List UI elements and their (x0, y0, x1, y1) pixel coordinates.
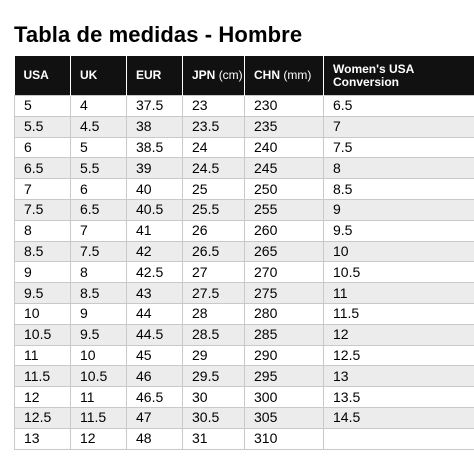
table-cell: 42 (127, 241, 183, 262)
table-cell: 295 (245, 366, 324, 387)
table-cell: 44.5 (127, 324, 183, 345)
table-cell: 13 (324, 366, 474, 387)
table-cell: 6.5 (71, 199, 127, 220)
table-cell: 280 (245, 303, 324, 324)
table-cell: 8 (324, 158, 474, 179)
table-cell: 6.5 (15, 158, 71, 179)
table-cell: 10.5 (15, 324, 71, 345)
table-row (15, 283, 474, 304)
table-cell: 10 (71, 345, 127, 366)
column-header-unit: (cm) (218, 68, 243, 82)
column-header (245, 56, 324, 96)
table-cell: 27 (183, 262, 245, 283)
table-cell: 11.5 (324, 303, 474, 324)
table-cell: 8.5 (15, 241, 71, 262)
table-cell: 6.5 (324, 96, 474, 117)
table-cell: 41 (127, 220, 183, 241)
table-cell: 8 (71, 262, 127, 283)
table-cell: 7.5 (324, 137, 474, 158)
table-body (15, 96, 474, 450)
table-cell: 48 (127, 428, 183, 449)
table-cell: 6 (71, 179, 127, 200)
table-cell: 30 (183, 387, 245, 408)
table-cell: 245 (245, 158, 324, 179)
table-cell: 12 (71, 428, 127, 449)
table-cell: 8.5 (71, 283, 127, 304)
table-cell: 8 (15, 220, 71, 241)
table-header (15, 56, 474, 96)
table-cell: 235 (245, 116, 324, 137)
table-cell: 26.5 (183, 241, 245, 262)
table-cell: 265 (245, 241, 324, 262)
table-cell: 8.5 (324, 179, 474, 200)
table-cell: 13.5 (324, 387, 474, 408)
table-cell: 5.5 (71, 158, 127, 179)
table-row (15, 345, 474, 366)
table-cell: 31 (183, 428, 245, 449)
table-cell: 4 (71, 96, 127, 117)
table-cell: 27.5 (183, 283, 245, 304)
table-row (15, 241, 474, 262)
table-cell: 23 (183, 96, 245, 117)
column-header (15, 56, 71, 96)
table-cell: 10 (15, 303, 71, 324)
table-cell: 38 (127, 116, 183, 137)
table-cell: 260 (245, 220, 324, 241)
table-cell: 12 (324, 324, 474, 345)
table-cell: 12 (15, 387, 71, 408)
table-cell: 11.5 (71, 407, 127, 428)
table-cell: 45 (127, 345, 183, 366)
table-cell: 24.5 (183, 158, 245, 179)
header-row (15, 56, 474, 96)
table-cell: 38.5 (127, 137, 183, 158)
table-row (15, 303, 474, 324)
table-cell: 9.5 (71, 324, 127, 345)
column-header-label: CHN (254, 68, 280, 82)
table-cell: 28.5 (183, 324, 245, 345)
table-cell: 4.5 (71, 116, 127, 137)
page-title: Tabla de medidas - Hombre (14, 22, 303, 47)
table-cell: 13 (15, 428, 71, 449)
table-cell: 10.5 (324, 262, 474, 283)
table-cell: 5 (71, 137, 127, 158)
table-cell: 46.5 (127, 387, 183, 408)
column-header-label: EUR (136, 68, 162, 82)
table-row (15, 137, 474, 158)
column-header-label: Women's USA Conversion (333, 61, 414, 89)
table-cell: 42.5 (127, 262, 183, 283)
table-cell: 10.5 (71, 366, 127, 387)
table-row (15, 428, 474, 449)
column-header (183, 56, 245, 96)
column-header-label: JPN (192, 68, 216, 82)
table-cell: 46 (127, 366, 183, 387)
table-cell: 290 (245, 345, 324, 366)
table-cell: 43 (127, 283, 183, 304)
column-header-label: UK (80, 68, 98, 82)
table-cell: 44 (127, 303, 183, 324)
table-cell: 305 (245, 407, 324, 428)
table-cell: 9 (71, 303, 127, 324)
table-cell: 11 (71, 387, 127, 408)
table-row (15, 262, 474, 283)
table-cell: 29.5 (183, 366, 245, 387)
table-cell: 7 (324, 116, 474, 137)
table-cell: 310 (245, 428, 324, 449)
column-header (324, 56, 474, 96)
table-cell: 10 (324, 241, 474, 262)
table-cell: 9 (324, 199, 474, 220)
table-cell: 12.5 (324, 345, 474, 366)
table-cell: 5.5 (15, 116, 71, 137)
table-cell: 7.5 (15, 199, 71, 220)
table-row (15, 158, 474, 179)
table-cell: 29 (183, 345, 245, 366)
table-cell: 30.5 (183, 407, 245, 428)
column-header (71, 56, 127, 96)
table-row (15, 116, 474, 137)
table-cell: 40.5 (127, 199, 183, 220)
column-header (127, 56, 183, 96)
table-cell: 255 (245, 199, 324, 220)
table-cell: 250 (245, 179, 324, 200)
size-table (14, 56, 474, 450)
table-cell: 37.5 (127, 96, 183, 117)
table-cell: 23.5 (183, 116, 245, 137)
table-cell (324, 428, 474, 449)
table-cell: 230 (245, 96, 324, 117)
table-cell: 9.5 (324, 220, 474, 241)
table-cell: 300 (245, 387, 324, 408)
column-header-label: USA (23, 68, 49, 82)
table-cell: 285 (245, 324, 324, 345)
table-row (15, 387, 474, 408)
table-row (15, 179, 474, 200)
table-cell: 12.5 (15, 407, 71, 428)
table-cell: 7.5 (71, 241, 127, 262)
table-cell: 7 (15, 179, 71, 200)
table-cell: 275 (245, 283, 324, 304)
table-cell: 7 (71, 220, 127, 241)
table-row (15, 220, 474, 241)
table-cell: 28 (183, 303, 245, 324)
column-header-unit: (mm) (283, 68, 312, 82)
table-row (15, 96, 474, 117)
table-cell: 25 (183, 179, 245, 200)
table-cell: 11 (15, 345, 71, 366)
table-cell: 24 (183, 137, 245, 158)
table-row (15, 199, 474, 220)
table-cell: 11.5 (15, 366, 71, 387)
table-cell: 26 (183, 220, 245, 241)
table-row (15, 407, 474, 428)
table-cell: 39 (127, 158, 183, 179)
table-cell: 9.5 (15, 283, 71, 304)
table-row (15, 366, 474, 387)
table-cell: 5 (15, 96, 71, 117)
table-cell: 270 (245, 262, 324, 283)
table-cell: 9 (15, 262, 71, 283)
table-cell: 6 (15, 137, 71, 158)
table-cell: 11 (324, 283, 474, 304)
table-cell: 47 (127, 407, 183, 428)
table-cell: 40 (127, 179, 183, 200)
table-row (15, 324, 474, 345)
table-cell: 240 (245, 137, 324, 158)
table-cell: 25.5 (183, 199, 245, 220)
table-cell: 14.5 (324, 407, 474, 428)
